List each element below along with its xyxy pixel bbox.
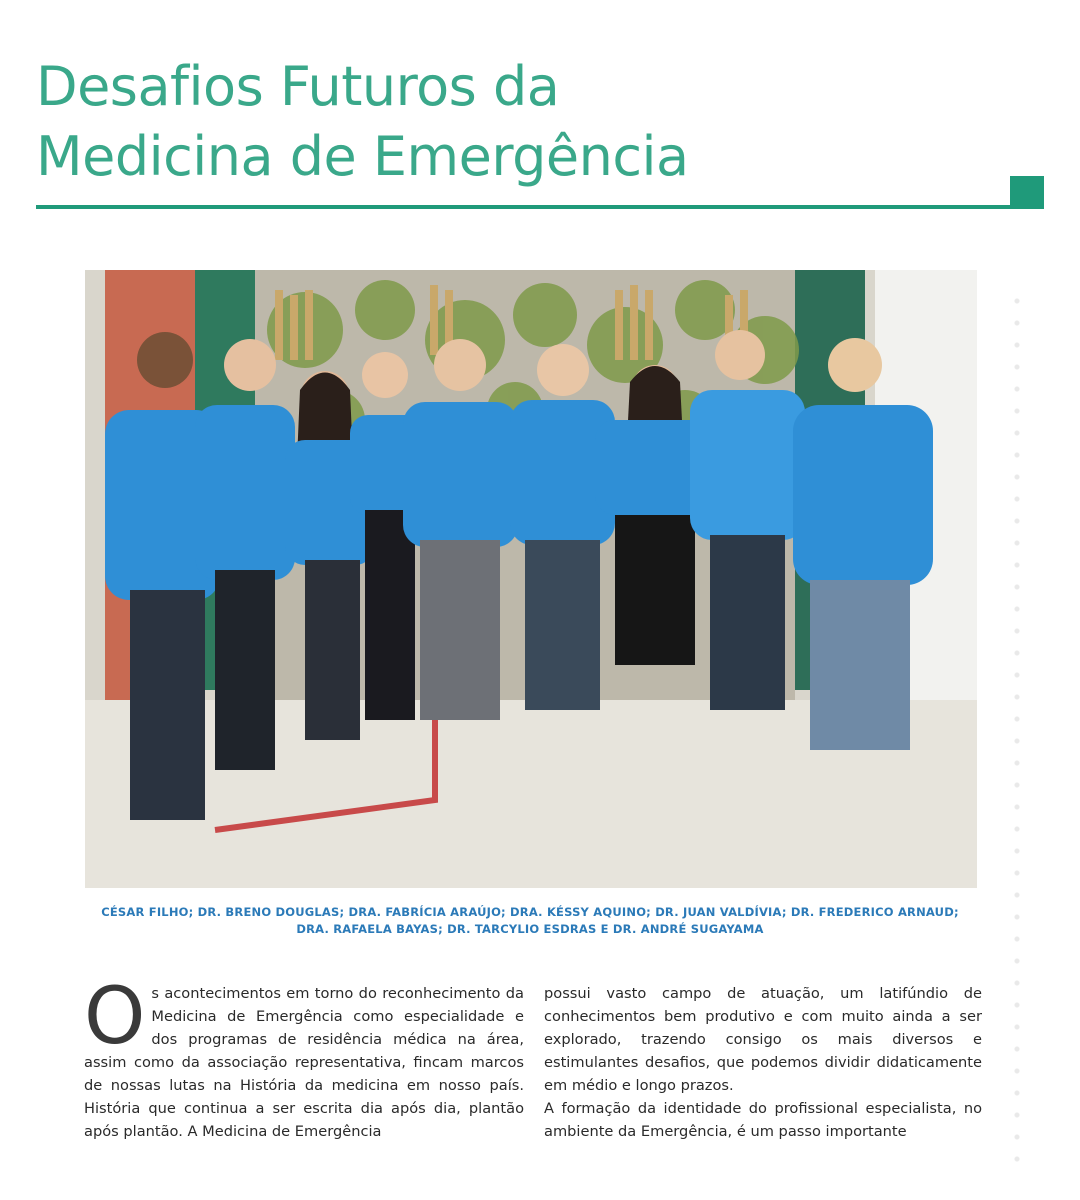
group-photo [85,270,977,888]
title-divider-square [1010,176,1044,209]
article-column-1 [84,972,524,1143]
drop-cap: O [84,972,146,1062]
article-title-line-2: Medicina de Emergência [36,125,689,188]
photo-caption-line-1: CÉSAR FILHO; DR. BRENO DOUGLAS; DRA. FABRÍCIA ARAÚJO; DRA. KÉSSY AQUINO; DR. JUAN VALDÍVIA; DR. FREDERICO ARNAUD; [101,905,959,919]
page-margin-decoration [1006,290,1028,1170]
article-column-2-paragraph-1: possui vasto campo de atuação, um latifúndio de conhecimentos bem produtivo e com muito ainda a ser explorado, trazendo consigo os mais diversos e estimulantes desafios, que podemos dividir didaticamente em médio e longo prazos. [544,985,982,1094]
article-column-2-paragraph-2: A formação da identidade do profissional especialista, no ambiente da Emergência, é um passo importante [544,1100,982,1140]
article-title-line-1: Desafios Futuros da [36,55,560,118]
group-photo-image [85,270,977,888]
article-column-2 [544,982,982,1143]
photo-caption [100,904,960,938]
title-divider [36,205,1012,209]
article-column-1-text: s acontecimentos em torno do reconhecimento da Medicina de Emergência como especialidade e dos programas de residência médica na área, assim como da associação representativa, fincam marcos de nossas lutas na História da medicina em nosso país. História que continua a ser escrita dia após dia, plantão após plantão. A Medicina de Emergência [84,985,524,1140]
photo-caption-line-2: DRA. RAFAELA BAYAS; DR. TARCYLIO ESDRAS E DR. ANDRÉ SUGAYAMA [296,922,764,936]
article-title [36,52,689,192]
